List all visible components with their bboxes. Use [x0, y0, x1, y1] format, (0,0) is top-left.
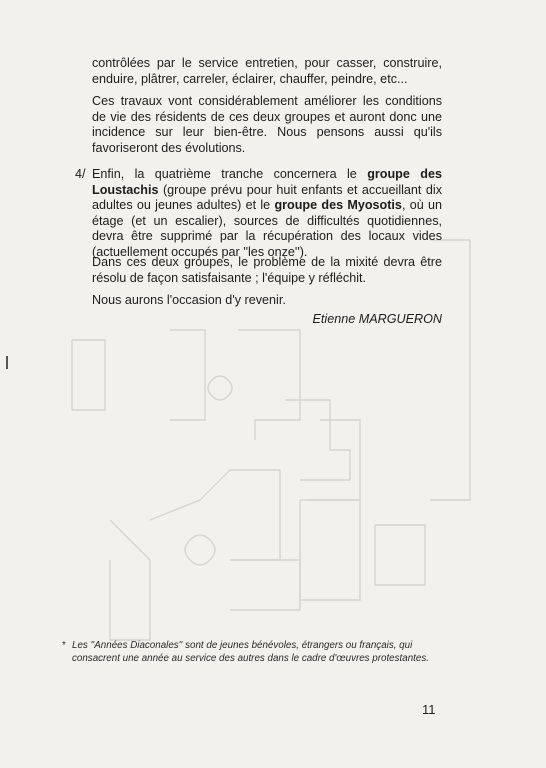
group-myosotis-label: groupe des Myosotis: [274, 198, 402, 213]
paragraph-mixite: Dans ces deux groupes, le problème de la mixité devra être résolu de façon satisfaisante ; l'équipe y réfléchit.: [92, 255, 442, 285]
paragraph-improvements: Ces travaux vont considérablement améliorer les conditions de vie des résidents de ces deux groupes et auront donc une incidence sur leur bien-être. Nous pensons aussi qu'ils favoriseront des évolutions.: [92, 94, 442, 155]
paragraph-services: contrôlées par le service entretien, pour casser, construire, enduire, plâtrer, carreler, éclairer, chauffer, peindre, etc...: [92, 56, 442, 86]
paragraph-fourth-phase: [75, 167, 442, 261]
group-loustachis-label: groupe des Loustachis: [92, 167, 442, 197]
paragraph-fourth-phase-text-e: , où un étage (et un escalier), sources de difficultés quotidiennes, devra être supprimé par la récupération des locaux vides (actuellement occupés par ''les onze'').: [92, 198, 442, 259]
footnote: [62, 640, 448, 665]
author-signature: Etienne MARGUERON: [312, 312, 442, 326]
page-number: 11: [422, 702, 436, 717]
footnote-text: Les ''Années Diaconales'' sont de jeunes bénévoles, étrangers ou français, qui consacrent une année au service des autres dans le cadre d'œuvres protestantes.: [72, 640, 429, 664]
paragraph-fourth-phase-text-c: (groupe prévu pour huit enfants et accueillant dix adultes ou jeunes adultes) et le: [92, 182, 442, 213]
paragraph-fourth-phase-text-a: Enfin, la quatrième tranche concernera le: [92, 167, 368, 181]
paragraph-closing: Nous aurons l'occasion d'y revenir.: [92, 293, 286, 307]
footnote-asterisk: *: [62, 640, 66, 651]
binding-mark: [6, 356, 8, 369]
list-number: 4/: [75, 167, 86, 181]
